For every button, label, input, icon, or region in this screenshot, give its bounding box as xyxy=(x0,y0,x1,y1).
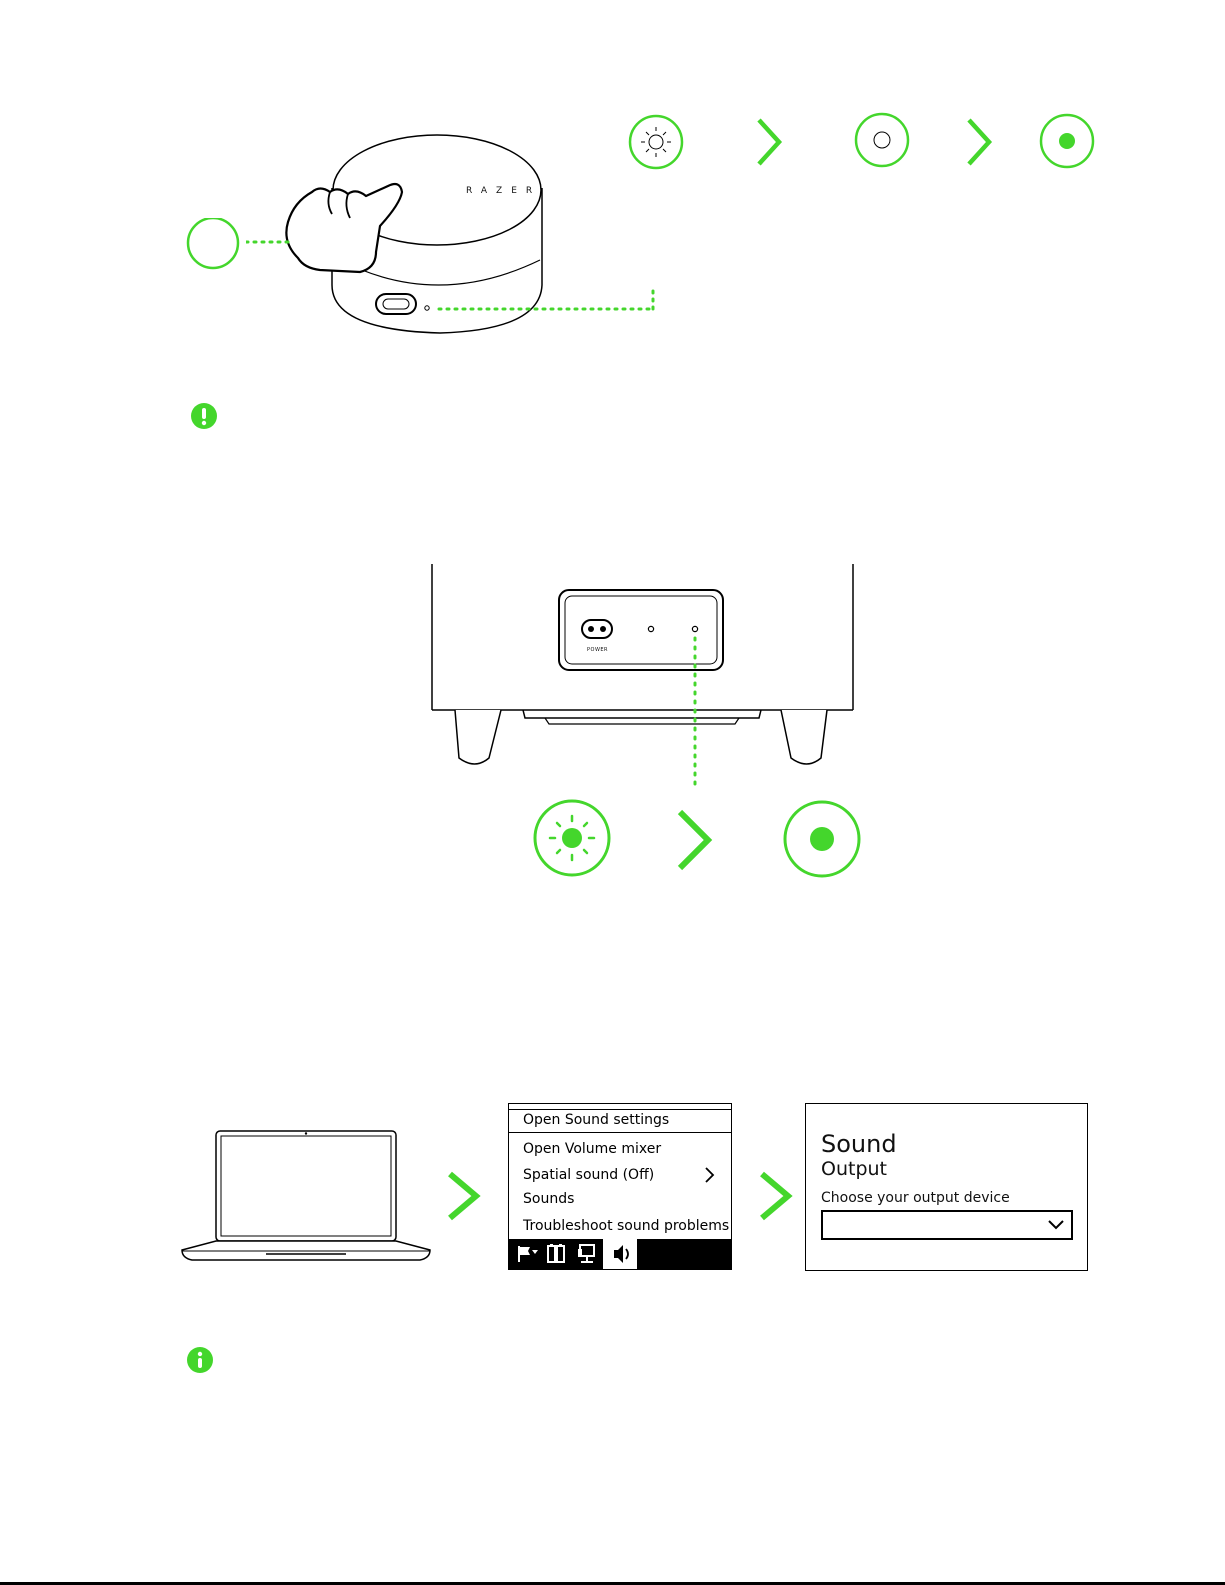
press-callout-circle xyxy=(186,218,246,274)
led-off-icon xyxy=(856,114,908,166)
settings-title: Sound xyxy=(821,1130,897,1158)
taskbar xyxy=(509,1239,731,1269)
power-port-label: POWER xyxy=(587,647,609,653)
led-solid-icon xyxy=(1041,115,1093,167)
menu-item-volume-mixer[interactable]: Open Volume mixer xyxy=(523,1141,662,1157)
sound-settings-panel xyxy=(805,1103,1088,1271)
chevron-right-icon xyxy=(704,1167,716,1183)
menu-item-sounds[interactable]: Sounds xyxy=(523,1191,575,1207)
info-icon xyxy=(186,1346,214,1374)
next-arrow-icon xyxy=(444,1170,484,1222)
laptop-illustration xyxy=(180,1130,432,1264)
led-sequence-2 xyxy=(532,798,862,880)
led-sequence-1 xyxy=(625,112,1105,174)
next-arrow-icon xyxy=(759,120,779,164)
sub-led-leader xyxy=(692,636,700,788)
led-blinking-icon xyxy=(630,116,682,168)
hub-brand-logo: RAZER xyxy=(466,186,542,196)
led-blinking-icon xyxy=(535,801,609,875)
settings-subtitle: Output xyxy=(821,1158,887,1180)
output-device-dropdown[interactable] xyxy=(821,1210,1073,1240)
exclamation-icon xyxy=(190,402,218,430)
chevron-down-icon xyxy=(1048,1219,1064,1231)
press-callout-leader xyxy=(246,240,296,246)
sound-context-menu xyxy=(508,1103,732,1270)
network-icon[interactable] xyxy=(577,1243,599,1265)
flag-icon[interactable] xyxy=(517,1245,539,1263)
next-arrow-icon xyxy=(969,120,989,164)
led-solid-icon xyxy=(785,802,859,876)
subwoofer-illustration xyxy=(425,564,865,774)
next-arrow-icon xyxy=(756,1170,796,1222)
led-callout-leader xyxy=(435,285,660,315)
battery-icon[interactable] xyxy=(545,1243,567,1265)
output-device-label: Choose your output device xyxy=(821,1190,1010,1206)
menu-item-open-sound-settings[interactable]: Open Sound settings xyxy=(523,1112,670,1128)
next-arrow-icon xyxy=(680,812,708,868)
menu-item-troubleshoot[interactable]: Troubleshoot sound problems xyxy=(523,1218,730,1234)
speaker-icon[interactable] xyxy=(603,1239,637,1269)
menu-item-spatial-sound[interactable]: Spatial sound (Off) xyxy=(523,1167,655,1183)
